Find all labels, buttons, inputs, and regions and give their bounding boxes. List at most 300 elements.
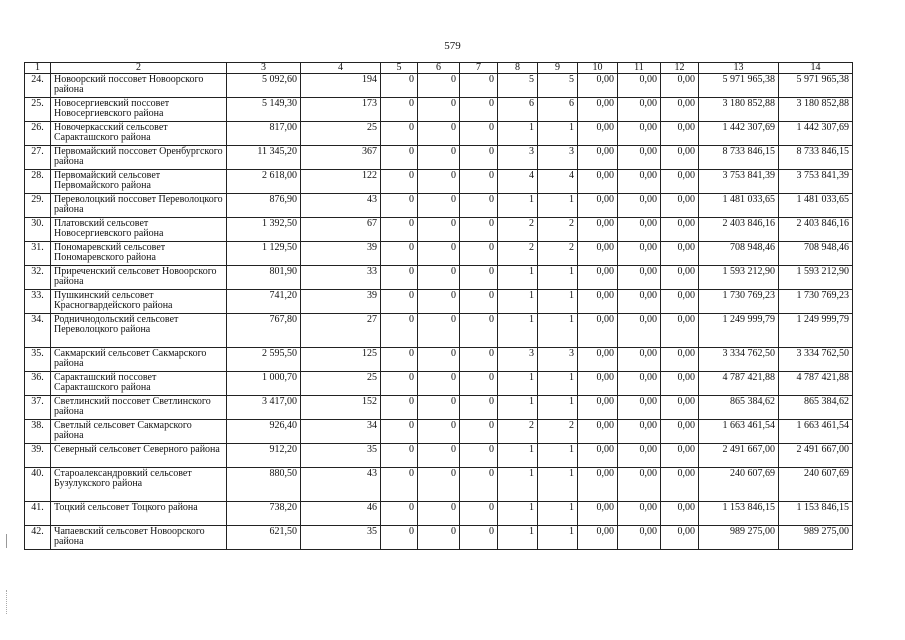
table-row xyxy=(25,348,853,372)
value-cell-col-12: 0,00 xyxy=(661,372,699,396)
data-table xyxy=(24,62,853,550)
row-number-cell: 30. xyxy=(25,218,51,242)
row-number-cell: 33. xyxy=(25,290,51,314)
value-cell-col-7: 0 xyxy=(460,420,498,444)
value-cell-col-5: 0 xyxy=(381,372,418,396)
value-cell-col-4: 367 xyxy=(301,146,381,170)
value-cell-col-13: 3 334 762,50 xyxy=(699,348,779,372)
municipality-name-cell: Тоцкий сельсовет Тоцкого района xyxy=(51,502,227,526)
column-header-3: 3 xyxy=(227,63,301,74)
value-cell-col-9: 1 xyxy=(538,526,578,550)
value-cell-col-3: 801,90 xyxy=(227,266,301,290)
municipality-name-cell: Светлый сельсовет Сакмарского района xyxy=(51,420,227,444)
value-cell-col-11: 0,00 xyxy=(618,444,661,468)
column-header-9: 9 xyxy=(538,63,578,74)
value-cell-col-8: 1 xyxy=(498,122,538,146)
value-cell-col-8: 5 xyxy=(498,74,538,98)
margin-dots xyxy=(6,590,8,614)
value-cell-col-4: 25 xyxy=(301,122,381,146)
value-cell-col-13: 3 753 841,39 xyxy=(699,170,779,194)
value-cell-col-14: 865 384,62 xyxy=(779,396,853,420)
table-body xyxy=(25,74,853,550)
value-cell-col-7: 0 xyxy=(460,314,498,348)
table-row xyxy=(25,290,853,314)
value-cell-col-13: 2 403 846,16 xyxy=(699,218,779,242)
municipality-name-cell: Светлинский поссовет Светлинского района xyxy=(51,396,227,420)
value-cell-col-14: 3 180 852,88 xyxy=(779,98,853,122)
value-cell-col-8: 4 xyxy=(498,170,538,194)
table-row xyxy=(25,372,853,396)
value-cell-col-3: 1 000,70 xyxy=(227,372,301,396)
value-cell-col-13: 1 153 846,15 xyxy=(699,502,779,526)
value-cell-col-6: 0 xyxy=(418,290,460,314)
value-cell-col-5: 0 xyxy=(381,444,418,468)
value-cell-col-11: 0,00 xyxy=(618,502,661,526)
value-cell-col-5: 0 xyxy=(381,122,418,146)
value-cell-col-4: 173 xyxy=(301,98,381,122)
value-cell-col-3: 741,20 xyxy=(227,290,301,314)
value-cell-col-5: 0 xyxy=(381,502,418,526)
value-cell-col-3: 1 129,50 xyxy=(227,242,301,266)
value-cell-col-9: 1 xyxy=(538,372,578,396)
value-cell-col-10: 0,00 xyxy=(578,194,618,218)
value-cell-col-4: 125 xyxy=(301,348,381,372)
value-cell-col-10: 0,00 xyxy=(578,290,618,314)
value-cell-col-5: 0 xyxy=(381,468,418,502)
value-cell-col-8: 1 xyxy=(498,396,538,420)
value-cell-col-8: 1 xyxy=(498,290,538,314)
municipality-name-cell: Родничнодольский сельсовет Переволоцкого района xyxy=(51,314,227,348)
value-cell-col-5: 0 xyxy=(381,314,418,348)
value-cell-col-6: 0 xyxy=(418,98,460,122)
value-cell-col-11: 0,00 xyxy=(618,420,661,444)
value-cell-col-4: 33 xyxy=(301,266,381,290)
value-cell-col-3: 817,00 xyxy=(227,122,301,146)
value-cell-col-3: 738,20 xyxy=(227,502,301,526)
value-cell-col-7: 0 xyxy=(460,242,498,266)
value-cell-col-10: 0,00 xyxy=(578,98,618,122)
value-cell-col-8: 1 xyxy=(498,526,538,550)
value-cell-col-5: 0 xyxy=(381,170,418,194)
value-cell-col-12: 0,00 xyxy=(661,314,699,348)
value-cell-col-14: 240 607,69 xyxy=(779,468,853,502)
value-cell-col-9: 1 xyxy=(538,468,578,502)
value-cell-col-7: 0 xyxy=(460,502,498,526)
municipality-name-cell: Платовский сельсовет Новосергиевского района xyxy=(51,218,227,242)
value-cell-col-10: 0,00 xyxy=(578,372,618,396)
value-cell-col-11: 0,00 xyxy=(618,526,661,550)
value-cell-col-13: 1 593 212,90 xyxy=(699,266,779,290)
table-row xyxy=(25,242,853,266)
municipality-name-cell: Первомайский сельсовет Первомайского района xyxy=(51,170,227,194)
value-cell-col-4: 67 xyxy=(301,218,381,242)
value-cell-col-3: 2 618,00 xyxy=(227,170,301,194)
value-cell-col-10: 0,00 xyxy=(578,420,618,444)
table-header xyxy=(25,63,853,74)
value-cell-col-10: 0,00 xyxy=(578,526,618,550)
value-cell-col-6: 0 xyxy=(418,420,460,444)
value-cell-col-13: 1 663 461,54 xyxy=(699,420,779,444)
column-header-14: 14 xyxy=(779,63,853,74)
value-cell-col-6: 0 xyxy=(418,194,460,218)
value-cell-col-9: 1 xyxy=(538,290,578,314)
value-cell-col-4: 46 xyxy=(301,502,381,526)
value-cell-col-12: 0,00 xyxy=(661,444,699,468)
value-cell-col-12: 0,00 xyxy=(661,266,699,290)
value-cell-col-11: 0,00 xyxy=(618,372,661,396)
value-cell-col-4: 122 xyxy=(301,170,381,194)
value-cell-col-10: 0,00 xyxy=(578,218,618,242)
value-cell-col-7: 0 xyxy=(460,290,498,314)
value-cell-col-8: 2 xyxy=(498,242,538,266)
value-cell-col-8: 1 xyxy=(498,468,538,502)
value-cell-col-6: 0 xyxy=(418,74,460,98)
value-cell-col-8: 1 xyxy=(498,314,538,348)
value-cell-col-10: 0,00 xyxy=(578,122,618,146)
row-number-cell: 26. xyxy=(25,122,51,146)
value-cell-col-13: 1 481 033,65 xyxy=(699,194,779,218)
value-cell-col-14: 2 403 846,16 xyxy=(779,218,853,242)
value-cell-col-9: 1 xyxy=(538,194,578,218)
value-cell-col-9: 2 xyxy=(538,420,578,444)
value-cell-col-11: 0,00 xyxy=(618,348,661,372)
value-cell-col-11: 0,00 xyxy=(618,170,661,194)
value-cell-col-8: 1 xyxy=(498,194,538,218)
row-number-cell: 42. xyxy=(25,526,51,550)
value-cell-col-12: 0,00 xyxy=(661,98,699,122)
value-cell-col-11: 0,00 xyxy=(618,98,661,122)
municipality-name-cell: Пушкинский сельсовет Красногвардейского района xyxy=(51,290,227,314)
municipality-name-cell: Пономаревский сельсовет Пономаревского района xyxy=(51,242,227,266)
value-cell-col-14: 1 442 307,69 xyxy=(779,122,853,146)
value-cell-col-4: 43 xyxy=(301,468,381,502)
value-cell-col-11: 0,00 xyxy=(618,266,661,290)
value-cell-col-11: 0,00 xyxy=(618,218,661,242)
value-cell-col-10: 0,00 xyxy=(578,396,618,420)
value-cell-col-13: 865 384,62 xyxy=(699,396,779,420)
value-cell-col-6: 0 xyxy=(418,348,460,372)
value-cell-col-8: 2 xyxy=(498,420,538,444)
municipality-name-cell: Переволоцкий поссовет Переволоцкого района xyxy=(51,194,227,218)
row-number-cell: 24. xyxy=(25,74,51,98)
value-cell-col-14: 1 593 212,90 xyxy=(779,266,853,290)
value-cell-col-7: 0 xyxy=(460,146,498,170)
value-cell-col-13: 1 442 307,69 xyxy=(699,122,779,146)
table-row xyxy=(25,266,853,290)
municipality-name-cell: Саракташский поссовет Саракташского района xyxy=(51,372,227,396)
value-cell-col-7: 0 xyxy=(460,396,498,420)
table-row xyxy=(25,122,853,146)
value-cell-col-6: 0 xyxy=(418,146,460,170)
column-header-13: 13 xyxy=(699,63,779,74)
column-header-5: 5 xyxy=(381,63,418,74)
value-cell-col-3: 876,90 xyxy=(227,194,301,218)
municipality-name-cell: Чапаевский сельсовет Новоорского района xyxy=(51,526,227,550)
value-cell-col-9: 6 xyxy=(538,98,578,122)
value-cell-col-5: 0 xyxy=(381,194,418,218)
municipality-name-cell: Староалександровкий сельсовет Бузулукского района xyxy=(51,468,227,502)
row-number-cell: 29. xyxy=(25,194,51,218)
value-cell-col-11: 0,00 xyxy=(618,290,661,314)
value-cell-col-9: 3 xyxy=(538,348,578,372)
value-cell-col-4: 25 xyxy=(301,372,381,396)
value-cell-col-7: 0 xyxy=(460,218,498,242)
value-cell-col-3: 621,50 xyxy=(227,526,301,550)
value-cell-col-10: 0,00 xyxy=(578,170,618,194)
row-number-cell: 31. xyxy=(25,242,51,266)
table-row xyxy=(25,74,853,98)
value-cell-col-4: 39 xyxy=(301,242,381,266)
value-cell-col-9: 3 xyxy=(538,146,578,170)
value-cell-col-3: 5 092,60 xyxy=(227,74,301,98)
column-header-2: 2 xyxy=(51,63,227,74)
value-cell-col-6: 0 xyxy=(418,372,460,396)
value-cell-col-12: 0,00 xyxy=(661,290,699,314)
value-cell-col-5: 0 xyxy=(381,396,418,420)
value-cell-col-12: 0,00 xyxy=(661,122,699,146)
row-number-cell: 40. xyxy=(25,468,51,502)
value-cell-col-11: 0,00 xyxy=(618,194,661,218)
value-cell-col-3: 912,20 xyxy=(227,444,301,468)
value-cell-col-7: 0 xyxy=(460,98,498,122)
column-header-7: 7 xyxy=(460,63,498,74)
row-number-cell: 32. xyxy=(25,266,51,290)
value-cell-col-10: 0,00 xyxy=(578,146,618,170)
table-row xyxy=(25,314,853,348)
value-cell-col-10: 0,00 xyxy=(578,266,618,290)
value-cell-col-14: 3 334 762,50 xyxy=(779,348,853,372)
value-cell-col-13: 989 275,00 xyxy=(699,526,779,550)
column-header-8: 8 xyxy=(498,63,538,74)
value-cell-col-7: 0 xyxy=(460,74,498,98)
value-cell-col-12: 0,00 xyxy=(661,468,699,502)
value-cell-col-13: 5 971 965,38 xyxy=(699,74,779,98)
value-cell-col-9: 1 xyxy=(538,266,578,290)
value-cell-col-8: 3 xyxy=(498,146,538,170)
value-cell-col-12: 0,00 xyxy=(661,348,699,372)
table-row xyxy=(25,98,853,122)
column-header-1: 1 xyxy=(25,63,51,74)
value-cell-col-14: 1 481 033,65 xyxy=(779,194,853,218)
value-cell-col-5: 0 xyxy=(381,266,418,290)
value-cell-col-3: 880,50 xyxy=(227,468,301,502)
value-cell-col-4: 27 xyxy=(301,314,381,348)
value-cell-col-3: 767,80 xyxy=(227,314,301,348)
value-cell-col-8: 1 xyxy=(498,372,538,396)
value-cell-col-13: 1 730 769,23 xyxy=(699,290,779,314)
value-cell-col-3: 5 149,30 xyxy=(227,98,301,122)
value-cell-col-7: 0 xyxy=(460,372,498,396)
value-cell-col-12: 0,00 xyxy=(661,396,699,420)
value-cell-col-7: 0 xyxy=(460,266,498,290)
row-number-cell: 37. xyxy=(25,396,51,420)
value-cell-col-13: 8 733 846,15 xyxy=(699,146,779,170)
row-number-cell: 35. xyxy=(25,348,51,372)
value-cell-col-3: 1 392,50 xyxy=(227,218,301,242)
value-cell-col-3: 11 345,20 xyxy=(227,146,301,170)
value-cell-col-9: 1 xyxy=(538,502,578,526)
row-number-cell: 38. xyxy=(25,420,51,444)
value-cell-col-12: 0,00 xyxy=(661,74,699,98)
value-cell-col-13: 708 948,46 xyxy=(699,242,779,266)
value-cell-col-3: 2 595,50 xyxy=(227,348,301,372)
value-cell-col-4: 194 xyxy=(301,74,381,98)
value-cell-col-10: 0,00 xyxy=(578,74,618,98)
value-cell-col-4: 152 xyxy=(301,396,381,420)
row-number-cell: 28. xyxy=(25,170,51,194)
value-cell-col-14: 5 971 965,38 xyxy=(779,74,853,98)
value-cell-col-14: 1 663 461,54 xyxy=(779,420,853,444)
value-cell-col-6: 0 xyxy=(418,170,460,194)
row-number-cell: 25. xyxy=(25,98,51,122)
value-cell-col-13: 4 787 421,88 xyxy=(699,372,779,396)
value-cell-col-9: 4 xyxy=(538,170,578,194)
row-number-cell: 41. xyxy=(25,502,51,526)
value-cell-col-10: 0,00 xyxy=(578,468,618,502)
value-cell-col-11: 0,00 xyxy=(618,122,661,146)
value-cell-col-5: 0 xyxy=(381,146,418,170)
municipality-name-cell: Новоорский поссовет Новоорского района xyxy=(51,74,227,98)
value-cell-col-10: 0,00 xyxy=(578,502,618,526)
value-cell-col-8: 1 xyxy=(498,502,538,526)
margin-mark xyxy=(6,534,7,548)
value-cell-col-6: 0 xyxy=(418,502,460,526)
value-cell-col-9: 2 xyxy=(538,218,578,242)
value-cell-col-14: 8 733 846,15 xyxy=(779,146,853,170)
value-cell-col-6: 0 xyxy=(418,122,460,146)
value-cell-col-11: 0,00 xyxy=(618,468,661,502)
value-cell-col-12: 0,00 xyxy=(661,194,699,218)
value-cell-col-6: 0 xyxy=(418,314,460,348)
municipality-name-cell: Сакмарский сельсовет Сакмарского района xyxy=(51,348,227,372)
row-number-cell: 39. xyxy=(25,444,51,468)
municipality-name-cell: Приреченский сельсовет Новоорского района xyxy=(51,266,227,290)
value-cell-col-10: 0,00 xyxy=(578,314,618,348)
value-cell-col-3: 926,40 xyxy=(227,420,301,444)
value-cell-col-7: 0 xyxy=(460,444,498,468)
value-cell-col-4: 35 xyxy=(301,526,381,550)
value-cell-col-14: 989 275,00 xyxy=(779,526,853,550)
value-cell-col-13: 2 491 667,00 xyxy=(699,444,779,468)
value-cell-col-8: 1 xyxy=(498,266,538,290)
value-cell-col-10: 0,00 xyxy=(578,348,618,372)
value-cell-col-6: 0 xyxy=(418,242,460,266)
value-cell-col-11: 0,00 xyxy=(618,314,661,348)
table-row xyxy=(25,468,853,502)
value-cell-col-6: 0 xyxy=(418,266,460,290)
value-cell-col-12: 0,00 xyxy=(661,420,699,444)
municipality-name-cell: Северный сельсовет Северного района xyxy=(51,444,227,468)
value-cell-col-4: 43 xyxy=(301,194,381,218)
value-cell-col-5: 0 xyxy=(381,348,418,372)
value-cell-col-11: 0,00 xyxy=(618,396,661,420)
row-number-cell: 36. xyxy=(25,372,51,396)
value-cell-col-6: 0 xyxy=(418,526,460,550)
table-row xyxy=(25,420,853,444)
column-header-6: 6 xyxy=(418,63,460,74)
value-cell-col-7: 0 xyxy=(460,170,498,194)
value-cell-col-8: 6 xyxy=(498,98,538,122)
row-number-cell: 27. xyxy=(25,146,51,170)
value-cell-col-9: 1 xyxy=(538,314,578,348)
value-cell-col-4: 35 xyxy=(301,444,381,468)
value-cell-col-7: 0 xyxy=(460,348,498,372)
value-cell-col-14: 1 730 769,23 xyxy=(779,290,853,314)
value-cell-col-12: 0,00 xyxy=(661,218,699,242)
value-cell-col-9: 2 xyxy=(538,242,578,266)
table-row xyxy=(25,218,853,242)
value-cell-col-14: 2 491 667,00 xyxy=(779,444,853,468)
value-cell-col-12: 0,00 xyxy=(661,242,699,266)
value-cell-col-12: 0,00 xyxy=(661,146,699,170)
table-row xyxy=(25,526,853,550)
value-cell-col-12: 0,00 xyxy=(661,170,699,194)
value-cell-col-9: 1 xyxy=(538,444,578,468)
value-cell-col-6: 0 xyxy=(418,468,460,502)
value-cell-col-5: 0 xyxy=(381,290,418,314)
column-header-10: 10 xyxy=(578,63,618,74)
municipality-name-cell: Первомайский поссовет Оренбургского района xyxy=(51,146,227,170)
value-cell-col-11: 0,00 xyxy=(618,146,661,170)
value-cell-col-5: 0 xyxy=(381,420,418,444)
value-cell-col-6: 0 xyxy=(418,396,460,420)
value-cell-col-9: 1 xyxy=(538,396,578,420)
value-cell-col-7: 0 xyxy=(460,194,498,218)
table-row xyxy=(25,502,853,526)
value-cell-col-7: 0 xyxy=(460,468,498,502)
value-cell-col-9: 1 xyxy=(538,122,578,146)
column-header-12: 12 xyxy=(661,63,699,74)
value-cell-col-13: 240 607,69 xyxy=(699,468,779,502)
table-row xyxy=(25,444,853,468)
row-number-cell: 34. xyxy=(25,314,51,348)
value-cell-col-8: 2 xyxy=(498,218,538,242)
value-cell-col-11: 0,00 xyxy=(618,74,661,98)
value-cell-col-5: 0 xyxy=(381,98,418,122)
table-row xyxy=(25,194,853,218)
value-cell-col-14: 3 753 841,39 xyxy=(779,170,853,194)
value-cell-col-5: 0 xyxy=(381,526,418,550)
value-cell-col-13: 3 180 852,88 xyxy=(699,98,779,122)
value-cell-col-11: 0,00 xyxy=(618,242,661,266)
value-cell-col-4: 39 xyxy=(301,290,381,314)
value-cell-col-6: 0 xyxy=(418,218,460,242)
value-cell-col-9: 5 xyxy=(538,74,578,98)
header-row xyxy=(25,63,853,74)
value-cell-col-14: 1 249 999,79 xyxy=(779,314,853,348)
value-cell-col-14: 708 948,46 xyxy=(779,242,853,266)
value-cell-col-14: 4 787 421,88 xyxy=(779,372,853,396)
value-cell-col-5: 0 xyxy=(381,242,418,266)
value-cell-col-5: 0 xyxy=(381,218,418,242)
value-cell-col-10: 0,00 xyxy=(578,444,618,468)
table-row xyxy=(25,170,853,194)
value-cell-col-12: 0,00 xyxy=(661,526,699,550)
value-cell-col-7: 0 xyxy=(460,526,498,550)
value-cell-col-5: 0 xyxy=(381,74,418,98)
value-cell-col-14: 1 153 846,15 xyxy=(779,502,853,526)
column-header-4: 4 xyxy=(301,63,381,74)
table-row xyxy=(25,396,853,420)
value-cell-col-3: 3 417,00 xyxy=(227,396,301,420)
value-cell-col-8: 1 xyxy=(498,444,538,468)
value-cell-col-13: 1 249 999,79 xyxy=(699,314,779,348)
value-cell-col-4: 34 xyxy=(301,420,381,444)
column-header-11: 11 xyxy=(618,63,661,74)
page-number: 579 xyxy=(444,40,461,52)
municipality-name-cell: Новочеркасский сельсовет Саракташского района xyxy=(51,122,227,146)
value-cell-col-7: 0 xyxy=(460,122,498,146)
